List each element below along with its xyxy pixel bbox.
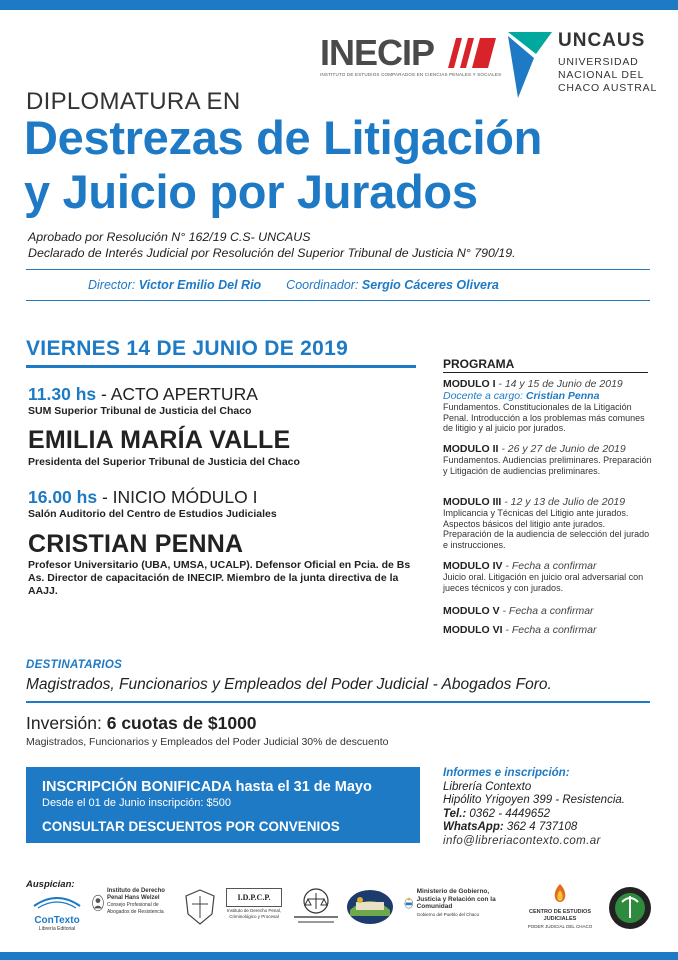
module-6 [443,624,653,636]
contact-title: Informes e inscripción: [443,767,570,779]
investment-label: Inversión: [26,713,107,733]
event-item-2 [28,487,258,508]
event-item-2-title: - INICIO MÓDULO I [97,487,258,507]
registration-late-price: Desde el 01 de Junio inscripción: $500 [42,797,231,809]
scales-emblem-icon [290,888,342,926]
flame-emblem-icon [518,882,602,904]
module-5-date: - Fecha a confirmar [499,605,594,617]
uncaus-emblem-icon [508,32,552,98]
speaker-1-name: EMILIA MARÍA VALLE [28,426,291,454]
seal-icon [346,888,394,926]
sponsor-green-seal [608,886,654,930]
event-item-1-place: SUM Superior Tribunal de Justicia del Chaco [28,405,252,417]
event-item-1 [28,384,258,405]
module-4-title: MODULO IV [443,560,503,572]
uncaus-line-3: CHACO AUSTRAL [558,82,658,94]
module-2-title: MODULO II [443,443,499,455]
judicial-interest-declaration: Declarado de Interés Judicial por Resolución del Superior Tribunal de Justicia N° 790/19. [28,246,516,260]
event-item-2-time: 16.00 hs [28,487,98,507]
shield-icon [182,888,218,926]
investment-line [26,713,257,734]
module-3 [443,496,653,550]
cej-sub: PODER JUDICIAL DEL CHACO [527,924,593,929]
speaker-2-role: Profesor Universitario (UBA, UMSA, UCALP). Defensor Oficial en Pcia. de Bs As. Director de capacitación de INECIP. Miembro de la junta directiva de la AAJJ. [28,559,411,597]
module-6-date: - Fecha a confirmar [502,624,597,636]
uncaus-logo [508,30,668,100]
registration-early-bird: INSCRIPCIÓN BONIFICADA hasta el 31 de Mayo [42,779,372,795]
contact-block [443,767,658,848]
audience-label: DESTINATARIOS [26,659,123,671]
module-1-teacher-label: Docente a cargo: [443,390,526,402]
ministerio-name: Ministerio de Gobierno, Justicia y Relación con la Comunidad [416,888,496,910]
contact-place: Librería Contexto [443,780,532,793]
investment-discount: Magistrados, Funcionarios y Empleados del Poder Judicial 30% de descuento [26,736,389,748]
contexto-book-icon [28,888,86,910]
registration-box [26,767,420,843]
module-1-teacher-name: Cristian Penna [525,390,600,402]
event-item-2-place: Salón Auditorio del Centro de Estudios Judiciales [28,508,277,520]
module-4-date: - Fecha a confirmar [502,560,597,572]
investment-value: 6 cuotas de $1000 [106,713,257,733]
registration-agreements: CONSULTAR DESCUENTOS POR CONVENIOS [42,819,340,834]
programa-rule [443,372,648,373]
module-5 [443,605,653,617]
portrait-icon [92,888,104,918]
module-3-date: - 12 y 13 de Julio de 2019 [501,496,626,508]
sponsors-label: Auspician: [26,879,75,890]
director-label: Director: [88,278,136,292]
approval-resolution: Aprobado por Resolución N° 162/19 C.S- UNCAUS [28,230,311,244]
audience-text: Magistrados, Funcionarios y Empleados del Poder Judicial - Abogados Foro. [26,676,552,693]
top-color-bar [0,0,678,10]
uncaus-wordmark: UNCAUS [558,30,646,51]
event-item-1-time: 11.30 hs [28,384,97,404]
coat-of-arms-icon [404,888,414,918]
contact-whatsapp[interactable]: 362 4 737108 [503,821,578,833]
coordinator-name: Sergio Cáceres Olivera [361,278,499,292]
module-1-description: Fundamentos. Constitucionales de la Litigación Penal. Introducción a los problemas más comunes de litigio y al juicio por jurados. [443,402,645,433]
module-2-date: - 26 y 27 de Junio de 2019 [498,443,626,455]
module-5-title: MODULO V [443,605,500,617]
contact-tel-label: Tel.: [443,807,467,820]
bottom-color-bar [0,952,678,960]
coordinator-label: Coordinador: [286,278,359,292]
inecip-logo [320,32,502,82]
contact-email[interactable]: info@libreriacontexto.com.ar [443,834,601,847]
module-1-title: MODULO I [443,378,496,390]
sponsor-ministerio [404,888,500,932]
director-name: Victor Emilio Del Rio [138,278,262,292]
idpcp-sub: Instituto de Derecho Penal, Criminológico y Procesal [226,908,282,919]
module-2-description: Fundamentos. Audiencias preliminares. Preparación y Litigación de audiencias preliminares. [443,455,652,476]
contact-address: Hipólito Yrigoyen 399 - Resistencia. [443,794,625,806]
module-3-title: MODULO III [443,496,502,508]
ministerio-sub: Gobierno del Pueblo del Chaco [416,911,480,917]
programa-heading: PROGRAMA [443,357,515,371]
divider-top [26,269,650,270]
sponsor-contexto [28,888,86,932]
contact-whatsapp-label: WhatsApp: [443,821,504,833]
event-date-underline [26,365,416,368]
sponsor-hans-welzel [92,888,174,932]
sponsor-round-seal [346,888,396,932]
speaker-1-role: Presidenta del Superior Tribunal de Justicia del Chaco [28,456,300,468]
module-3-description: Implicancia y Técnicas del Litigio ante jurados. Aspectos básicos del litigio ante jurados. Preparación de la audiencia de selección del jurado e instrucciones. [443,508,650,550]
inecip-bars-icon [448,38,496,68]
divider-bottom [26,300,650,301]
speaker-2-name: CRISTIAN PENNA [28,530,244,558]
contexto-sub: Librería Editorial [38,926,76,932]
module-2 [443,443,653,476]
staff-line [88,278,499,292]
module-4 [443,560,653,593]
sponsor-magistrates-assoc [290,888,342,932]
program-title-line-2: y Juicio por Jurados [24,165,478,218]
cej-name: CENTRO DE ESTUDIOS JUDICIALES [528,909,592,922]
contexto-name: ConTexto [34,915,80,926]
event-item-1-title: - ACTO APERTURA [96,384,258,404]
program-title-line-1: Destrezas de Litigación [24,111,543,164]
idpcp-name: I.D.P.C.P. [226,888,282,907]
sponsor-cej [518,882,602,929]
module-1-date: - 14 y 15 de Junio de 2019 [495,378,623,390]
uncaus-line-1: UNIVERSIDAD [558,56,639,68]
contact-tel[interactable]: 0362 - 4449652 [466,807,550,820]
inecip-wordmark: INECIP [320,32,435,73]
audience-rule [26,701,650,703]
round-seal-icon [608,886,652,930]
inecip-subtitle: INSTITUTO DE ESTUDIOS COMPARADOS EN CIENCIAS PENALES Y SOCIALES [320,72,502,77]
sponsor-shield-1 [182,888,220,932]
module-1 [443,378,653,434]
event-date: VIERNES 14 DE JUNIO DE 2019 [26,337,349,360]
sponsor-idpcp [226,888,282,932]
uncaus-line-2: NACIONAL DEL [558,69,645,81]
module-4-description: Juicio oral. Litigación en juicio oral adversarial con jueces técnicos y con jurados. [443,572,644,593]
program-kicker: DIPLOMATURA EN [26,88,241,115]
hans-welzel-name: Instituto de Derecho Penal Hans Welzel [106,888,165,901]
hans-welzel-sub: Consejo Profesional de Abogados de Resistencia [106,902,164,915]
module-6-title: MODULO VI [443,624,503,636]
